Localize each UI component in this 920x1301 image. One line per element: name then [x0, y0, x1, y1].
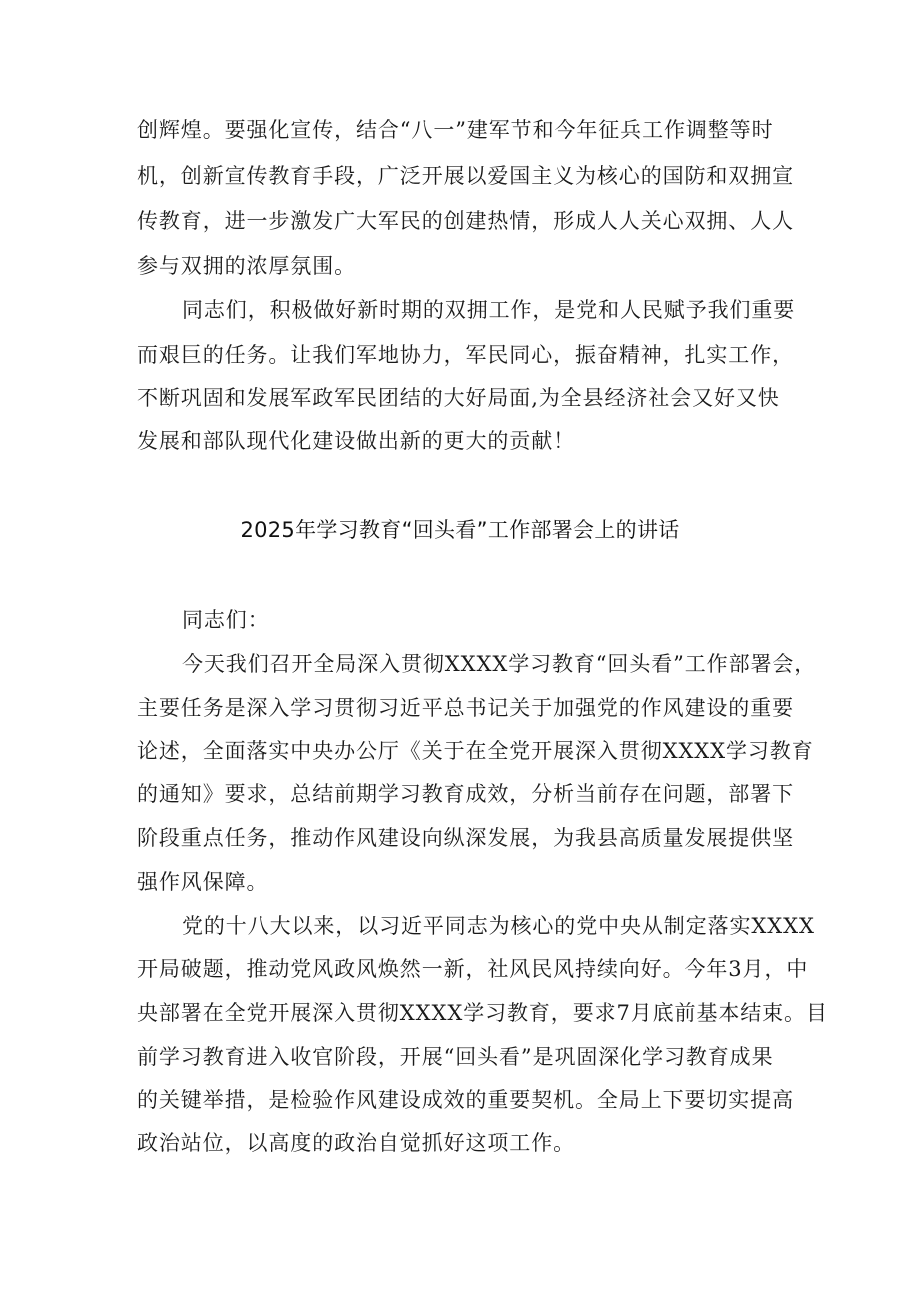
salutation: 同志们： — [182, 608, 270, 632]
paragraph-line: 发展和部队现代化建设做出新的更大的贡献！ — [137, 429, 575, 453]
paragraph-line: 同志们，积极做好新时期的双拥工作，是党和人民赋予我们重要 — [182, 298, 796, 322]
paragraph-line: 阶段重点任务，推动作风建设向纵深发展，为我县高质量发展提供坚 — [137, 826, 794, 850]
paragraph-line: 前学习教育进入收官阶段，开展“回头看”是巩固深化学习教育成果 — [137, 1045, 774, 1069]
paragraph-line: 党的十八大以来，以习近平同志为核心的党中央从制定落实XXXX — [182, 914, 815, 938]
paragraph-line: 的关键举措，是检验作风建设成效的重要契机。全局上下要切实提高 — [137, 1088, 794, 1112]
paragraph-line: 开局破题，推动党风政风焕然一新，社风民风持续向好。今年3月，中 — [137, 957, 809, 981]
speech-title: 2025年学习教育“回头看”工作部署会上的讲话 — [240, 518, 680, 542]
paragraph-line: 不断巩固和发展军政军民团结的大好局面,为全县经济社会又好又快 — [137, 386, 780, 410]
paragraph-line: 而艰巨的任务。让我们军地协力，军民同心，振奋精神，扎实工作， — [137, 343, 794, 367]
paragraph-line: 机，创新宣传教育手段，广泛开展以爱国主义为核心的国防和双拥宣 — [137, 164, 794, 188]
paragraph-line: 政治站位，以高度的政治自觉抓好这项工作。 — [137, 1131, 575, 1155]
paragraph-line: 传教育，进一步激发广大军民的创建热情，形成人人关心双拥、人人 — [137, 209, 794, 233]
paragraph-line: 参与双拥的浓厚氛围。 — [137, 254, 356, 278]
paragraph-line: 论述，全面落实中央办公厅《关于在全党开展深入贯彻XXXX学习教育 — [137, 739, 814, 763]
paragraph-line: 主要任务是深入学习贯彻习近平总书记关于加强党的作风建设的重要 — [137, 696, 794, 720]
paragraph-line: 今天我们召开全局深入贯彻XXXX学习教育“回头看”工作部署会， — [182, 652, 817, 676]
paragraph-line: 央部署在全党开展深入贯彻XXXX学习教育，要求7月底前基本结束。目 — [137, 1001, 828, 1025]
paragraph-line: 创辉煌。要强化宣传，结合“八一”建军节和今年征兵工作调整等时 — [137, 118, 774, 142]
paragraph-line: 的通知》要求，总结前期学习教育成效，分析当前存在问题，部署下 — [137, 782, 794, 806]
paragraph-line: 强作风保障。 — [137, 870, 269, 894]
